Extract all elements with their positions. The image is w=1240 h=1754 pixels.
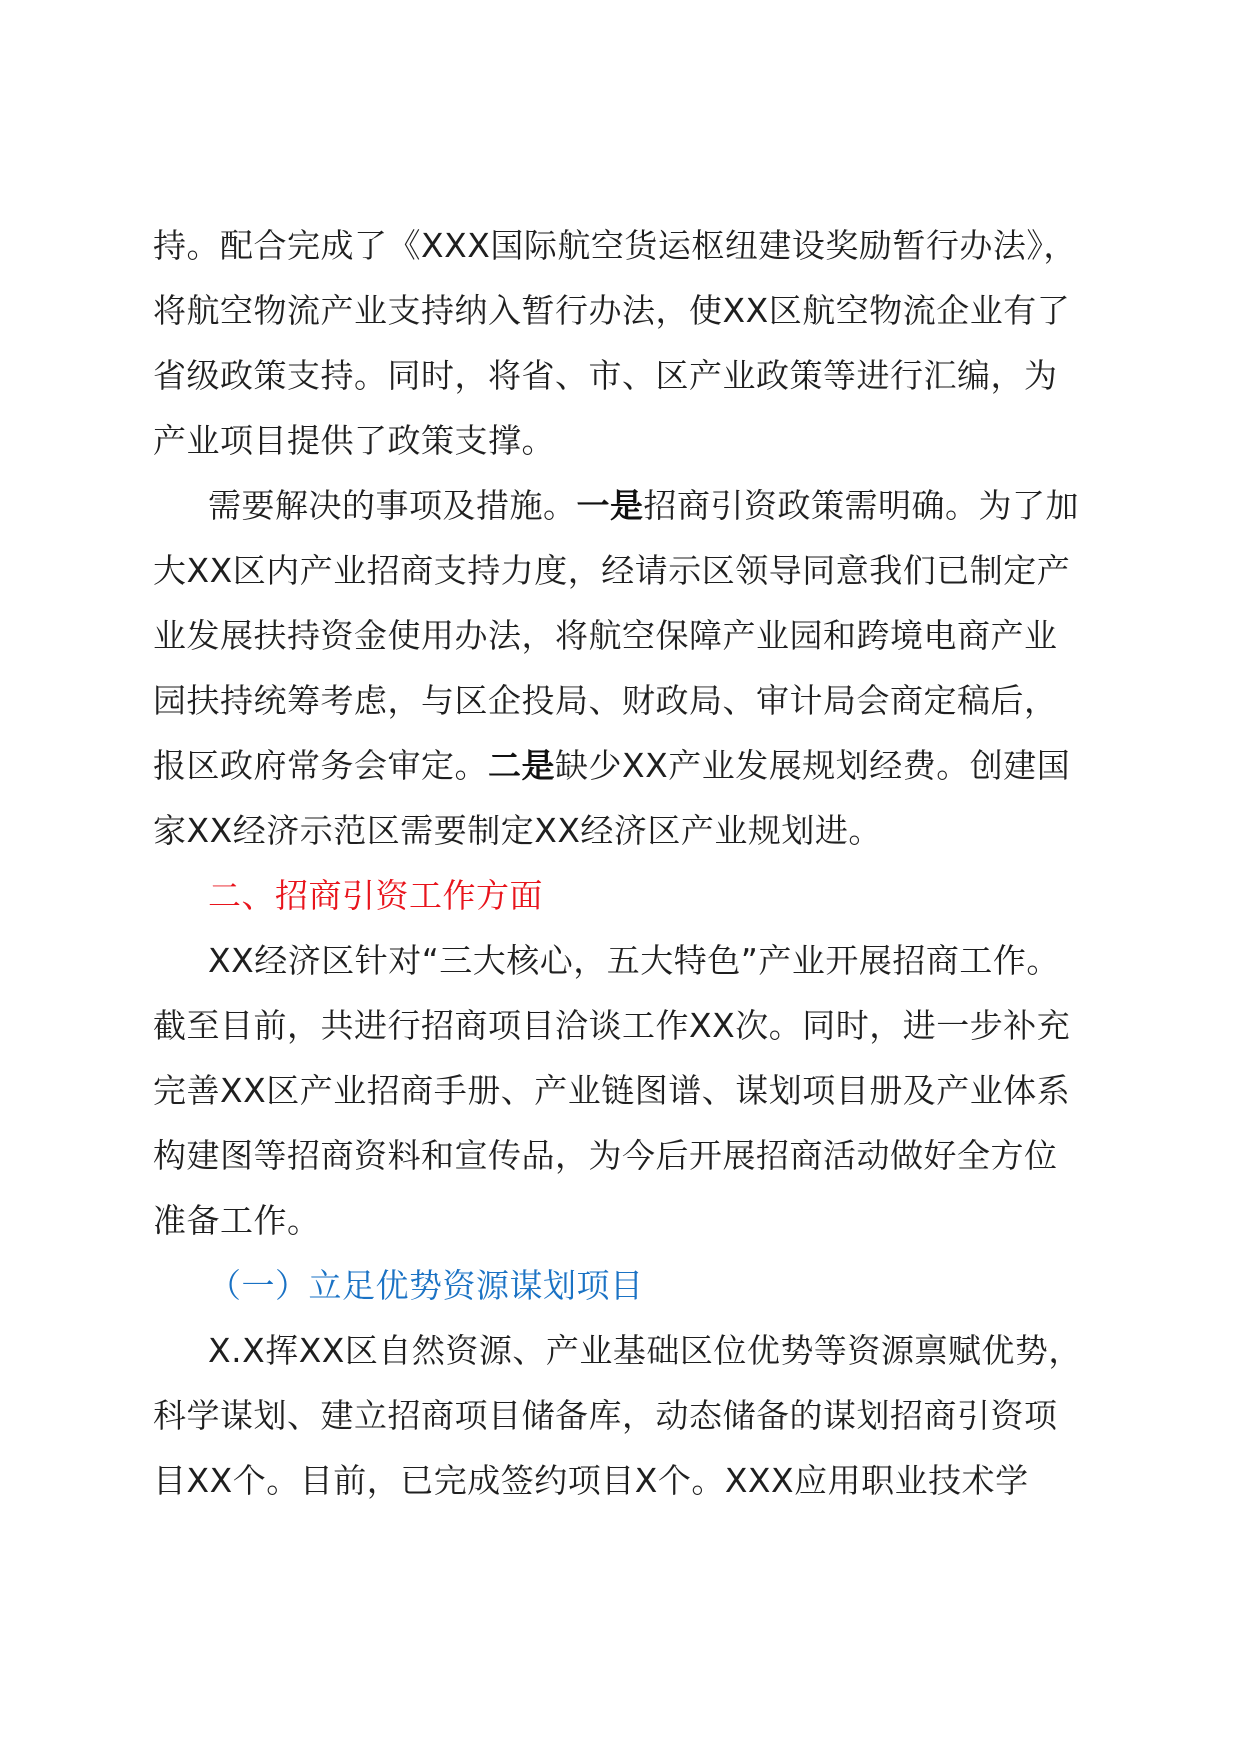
paragraph-line: 构建图等招商资料和宣传品，为今后开展招商活动做好全方位	[153, 1136, 1058, 1175]
subsection-heading: （一）立足优势资源谋划项目	[208, 1266, 644, 1305]
paragraph-line: 将航空物流产业支持纳入暂行办法，使XX区航空物流企业有了	[153, 291, 1071, 330]
line-text: 缺少XX产业发展规划经费。创建国	[555, 746, 1071, 785]
section-heading: 二、招商引资工作方面	[208, 876, 543, 915]
line-text: 需要解决的事项及措施。	[208, 486, 577, 525]
paragraph-line: 产业项目提供了政策支撑。	[153, 421, 555, 460]
emphasis-text: 二是	[488, 746, 555, 785]
emphasis-text: 一是	[576, 486, 644, 525]
paragraph-line	[153, 473, 1103, 538]
paragraph-line: 科学谋划、建立招商项目储备库，动态储备的谋划招商引资项	[153, 1396, 1058, 1435]
paragraph-line: 园扶持统筹考虑，与区企投局、财政局、审计局会商定稿后，	[153, 681, 1058, 720]
paragraph-line: 业发展扶持资金使用办法，将航空保障产业园和跨境电商产业	[153, 616, 1058, 655]
paragraph-line: 完善XX区产业招商手册、产业链图谱、谋划项目册及产业体系	[153, 1071, 1071, 1110]
paragraph-line: 家XX经济示范区需要制定XX经济区产业规划进。	[153, 811, 882, 850]
paragraph-line: 持。配合完成了《XXX国际航空货运枢纽建设奖励暂行办法》，	[153, 226, 1077, 265]
paragraph-line: 目XX个。目前，已完成签约项目X个。XXX应用职业技术学	[153, 1461, 1029, 1500]
paragraph-line: 省级政策支持。同时，将省、市、区产业政策等进行汇编，为	[153, 356, 1058, 395]
paragraph-line: 大XX区内产业招商支持力度，经请示区领导同意我们已制定产	[153, 551, 1071, 590]
paragraph-line: 截至目前，共进行招商项目洽谈工作XX次。同时，进一步补充	[153, 1006, 1071, 1045]
paragraph-line: XX经济区针对“三大核心，五大特色”产业开展招商工作。	[208, 941, 1060, 980]
paragraph-line: X.X挥XX区自然资源、产业基础区位优势等资源禀赋优势，	[208, 1331, 1082, 1370]
paragraph-line: 准备工作。	[153, 1201, 321, 1240]
document-body	[153, 213, 1103, 1513]
paragraph-line	[153, 733, 1103, 798]
line-text: 招商引资政策需明确。为了加	[643, 486, 1079, 525]
line-text: 报区政府常务会审定。	[153, 746, 488, 785]
